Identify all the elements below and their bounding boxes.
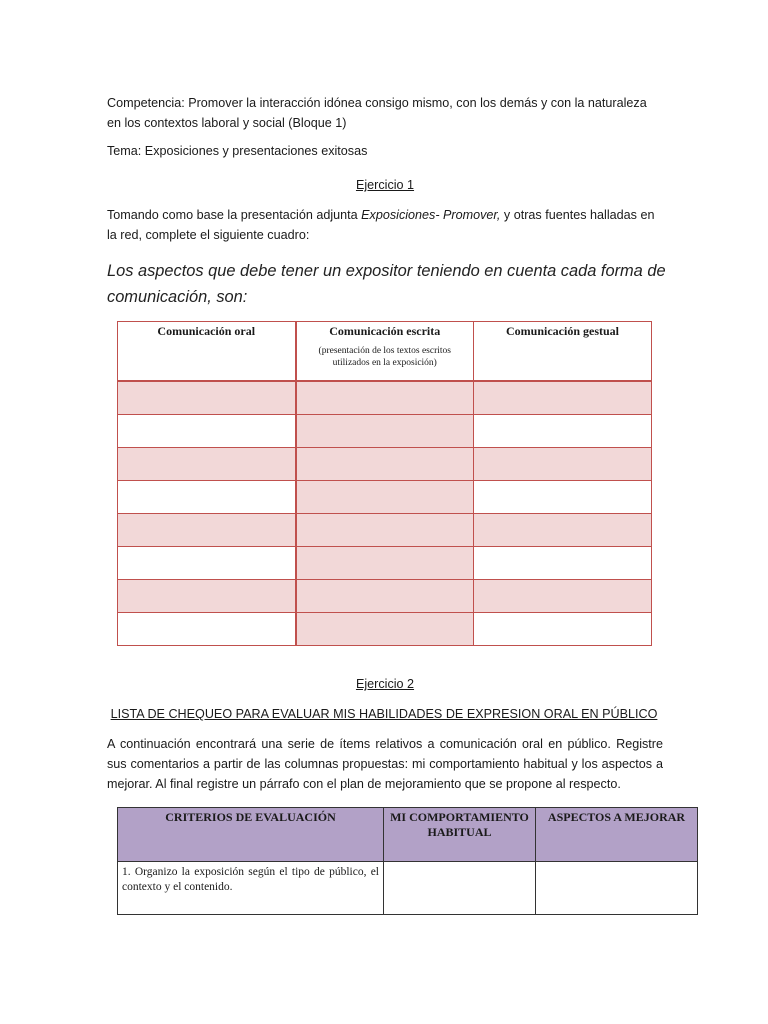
- cell-escrita[interactable]: [296, 547, 474, 580]
- table-row: [118, 381, 652, 415]
- competencia-text: Promover la interacción idónea consigo mismo, con los demás y con la naturaleza en los contextos laboral y social (Bloque 1): [107, 96, 647, 130]
- aspectos-cell[interactable]: [536, 862, 698, 915]
- criterios-table: [117, 807, 698, 915]
- cell-oral[interactable]: [118, 481, 296, 514]
- intro-text-a: Tomando como base la presentación adjunta: [107, 208, 362, 222]
- table-row: [118, 514, 652, 547]
- comunicacion-table: [117, 321, 652, 646]
- header-criterios: CRITERIOS DE EVALUACIÓN: [118, 808, 384, 862]
- intro-italic-ref: Exposiciones- Promover,: [361, 208, 501, 222]
- table-row: [118, 580, 652, 613]
- cell-oral[interactable]: [118, 580, 296, 613]
- tema-line: Tema: Exposiciones y presentaciones exitosas: [107, 144, 368, 158]
- table-row: [118, 862, 698, 915]
- ejercicio2-intro: A continuación encontrará una serie de ítems relativos a comunicación oral en público. Registre sus comentarios a partir de las columnas propuestas: mi comportamiento habitual y los aspectos a mejorar. Al final registre un párrafo con el plan de mejoramiento que se propone al respecto.: [107, 737, 663, 791]
- cell-escrita[interactable]: [296, 580, 474, 613]
- cell-oral[interactable]: [118, 415, 296, 448]
- cell-oral[interactable]: [118, 381, 296, 415]
- cell-gestual[interactable]: [474, 613, 652, 646]
- cell-gestual[interactable]: [474, 514, 652, 547]
- comportamiento-cell[interactable]: [384, 862, 536, 915]
- intro-text-b: y otras fuentes halladas en la red, complete el siguiente cuadro:: [107, 208, 655, 242]
- cell-escrita[interactable]: [296, 448, 474, 481]
- cell-escrita[interactable]: [296, 481, 474, 514]
- cell-gestual[interactable]: [474, 481, 652, 514]
- header-comportamiento: MI COMPORTAMIENTO HABITUAL: [384, 808, 536, 862]
- ejercicio2-title: Ejercicio 2: [355, 677, 415, 691]
- header-escrita-sub: (presentación de los textos escritos utilizados en la exposición): [318, 346, 451, 368]
- table-row: [118, 415, 652, 448]
- cell-oral[interactable]: [118, 448, 296, 481]
- cell-oral[interactable]: [118, 613, 296, 646]
- cell-oral[interactable]: [118, 514, 296, 547]
- ejercicio1-intro: [107, 205, 663, 245]
- cell-gestual[interactable]: [474, 381, 652, 415]
- cell-gestual[interactable]: [474, 448, 652, 481]
- table-row: [118, 547, 652, 580]
- lista-chequeo-title: LISTA DE CHEQUEO PARA EVALUAR MIS HABILIDADES DE EXPRESION ORAL EN PÚBLICO: [110, 707, 658, 721]
- cell-gestual[interactable]: [474, 415, 652, 448]
- header-gestual: Comunicación gestual: [474, 322, 652, 382]
- header-oral: Comunicación oral: [118, 322, 296, 382]
- table-row: [118, 448, 652, 481]
- header-escrita: Comunicación escrita (presentación de los textos escritos utilizados en la exposición): [296, 322, 474, 382]
- competencia-paragraph: [107, 93, 663, 133]
- cell-escrita[interactable]: [296, 381, 474, 415]
- aspectos-heading: Los aspectos que debe tener un expositor teniendo en cuenta cada forma de comunicación, son:: [107, 262, 666, 306]
- cell-gestual[interactable]: [474, 547, 652, 580]
- table-row: [118, 613, 652, 646]
- ejercicio1-title: Ejercicio 1: [355, 178, 415, 192]
- cell-escrita[interactable]: [296, 613, 474, 646]
- cell-escrita[interactable]: [296, 514, 474, 547]
- cell-escrita[interactable]: [296, 415, 474, 448]
- header-aspectos-mejorar: ASPECTOS A MEJORAR: [536, 808, 698, 862]
- cell-oral[interactable]: [118, 547, 296, 580]
- table-row: [118, 481, 652, 514]
- criterio-cell: 1. Organizo la exposición según el tipo de público, el contexto y el contenido.: [118, 862, 384, 915]
- cell-gestual[interactable]: [474, 580, 652, 613]
- competencia-label: Competencia:: [107, 96, 185, 110]
